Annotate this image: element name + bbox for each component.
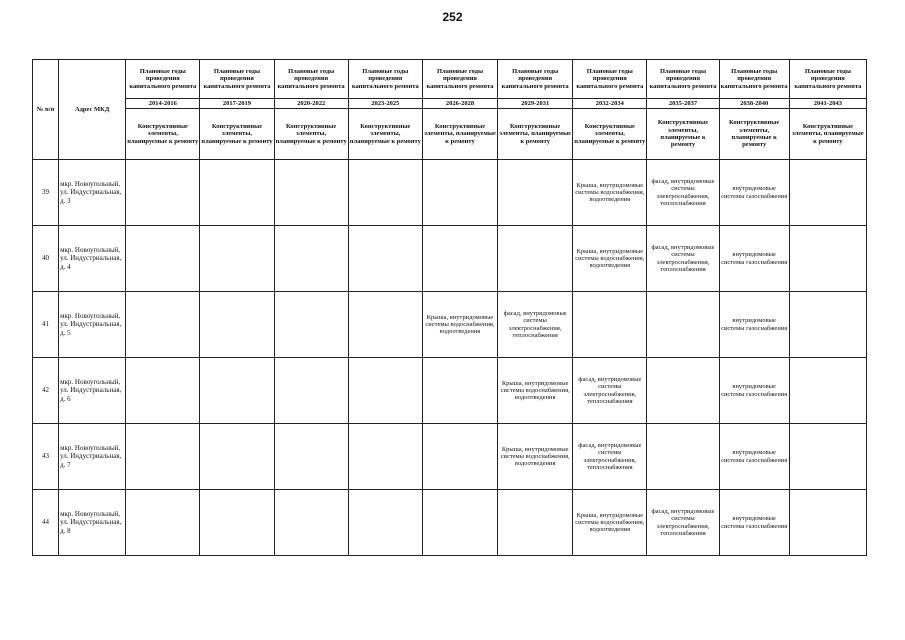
- repair-cell: [789, 358, 866, 424]
- table-row: [33, 490, 867, 556]
- repair-cell: [789, 424, 866, 490]
- repair-cell: [126, 358, 200, 424]
- repair-cell: Крыша, внутридомовые системы водоснабжения, водоотведения: [498, 358, 573, 424]
- repair-cell: [647, 292, 719, 358]
- header-subtitle: Конструктивные элементы, планируемые к ремонту: [789, 109, 866, 160]
- header-subtitle: Конструктивные элементы, планируемые к ремонту: [647, 109, 719, 160]
- page-number: 252: [442, 10, 463, 24]
- header-subtitle: Конструктивные элементы, планируемые к ремонту: [200, 109, 274, 160]
- repair-cell: внутридомовые системы газоснабжения: [719, 424, 789, 490]
- row-number: 42: [33, 358, 59, 424]
- header-subtitle: Конструктивные элементы, планируемые к ремонту: [274, 109, 348, 160]
- repair-cell: [789, 292, 866, 358]
- repair-cell: [422, 490, 497, 556]
- header-years: 2026-2028: [422, 99, 497, 109]
- repair-cell: [348, 358, 422, 424]
- header-address: Адрес МКД: [59, 60, 126, 160]
- header-title: Плановые годы проведения капитального ремонта: [348, 60, 422, 99]
- repair-cell: [348, 226, 422, 292]
- capital-repair-table: [32, 59, 867, 556]
- repair-cell: [126, 490, 200, 556]
- row-address: мкр. Новоугольный, ул. Индустриальная, д. 6: [59, 358, 126, 424]
- table-row: [33, 160, 867, 226]
- repair-cell: фасад, внутридомовые системы электроснабжения, теплоснабжения: [647, 490, 719, 556]
- repair-cell: внутридомовые системы газоснабжения: [719, 160, 789, 226]
- row-address: мкр. Новоугольный, ул. Индустриальная, д. 5: [59, 292, 126, 358]
- repair-cell: [200, 490, 274, 556]
- repair-cell: [200, 160, 274, 226]
- header-years: 2014-2016: [126, 99, 200, 109]
- repair-cell: [200, 358, 274, 424]
- repair-cell: [498, 490, 573, 556]
- repair-cell: [789, 226, 866, 292]
- row-number: 44: [33, 490, 59, 556]
- repair-cell: [274, 160, 348, 226]
- header-subtitle: Конструктивные элементы, планируемые к ремонту: [422, 109, 497, 160]
- repair-cell: [498, 226, 573, 292]
- repair-cell: фасад, внутридомовые системы электроснабжения, теплоснабжения: [498, 292, 573, 358]
- repair-cell: [126, 160, 200, 226]
- row-number: 40: [33, 226, 59, 292]
- header-subtitle: Конструктивные элементы, планируемые к ремонту: [719, 109, 789, 160]
- repair-cell: [200, 226, 274, 292]
- repair-cell: [422, 424, 497, 490]
- header-subtitle: Конструктивные элементы, планируемые к ремонту: [498, 109, 573, 160]
- table-row: [33, 292, 867, 358]
- header-title: Плановые годы проведения капитального ремонта: [719, 60, 789, 99]
- row-number: 39: [33, 160, 59, 226]
- repair-cell: внутридомовые системы газоснабжения: [719, 226, 789, 292]
- row-address: мкр. Новоугольный, ул. Индустриальная, д. 4: [59, 226, 126, 292]
- repair-cell: [348, 292, 422, 358]
- header-years-row: [33, 99, 867, 109]
- header-title: Плановые годы проведения капитального ремонта: [647, 60, 719, 99]
- repair-cell: [200, 292, 274, 358]
- repair-cell: [498, 160, 573, 226]
- header-title-row: [33, 60, 867, 99]
- header-title: Плановые годы проведения капитального ремонта: [422, 60, 497, 99]
- header-title: Плановые годы проведения капитального ремонта: [573, 60, 647, 99]
- repair-cell: Крыша, внутридомовые системы водоснабжения, водоотведения: [498, 424, 573, 490]
- repair-cell: [573, 292, 647, 358]
- repair-cell: [422, 160, 497, 226]
- repair-cell: [126, 424, 200, 490]
- repair-cell: [200, 424, 274, 490]
- header-years: 2017-2019: [200, 99, 274, 109]
- header-title: Плановые годы проведения капитального ремонта: [274, 60, 348, 99]
- repair-cell: Крыша, внутридомовые системы водоснабжения, водоотведения: [573, 160, 647, 226]
- row-number: 41: [33, 292, 59, 358]
- header-subtitle: Конструктивные элементы, планируемые к ремонту: [126, 109, 200, 160]
- repair-cell: фасад, внутридомовые системы электроснабжения, теплоснабжения: [647, 226, 719, 292]
- repair-cell: [274, 358, 348, 424]
- table-row: [33, 424, 867, 490]
- repair-cell: [274, 490, 348, 556]
- repair-cell: [647, 358, 719, 424]
- header-years: 2029-2031: [498, 99, 573, 109]
- header-subtitle: Конструктивные элементы, планируемые к ремонту: [348, 109, 422, 160]
- repair-cell: [422, 358, 497, 424]
- header-title: Плановые годы проведения капитального ремонта: [200, 60, 274, 99]
- repair-cell: [789, 490, 866, 556]
- repair-cell: внутридомовые системы газоснабжения: [719, 292, 789, 358]
- repair-cell: Крыша, внутридомовые системы водоснабжения, водоотведения: [573, 226, 647, 292]
- repair-cell: Крыша, внутридомовые системы водоснабжения, водоотведения: [573, 490, 647, 556]
- repair-cell: [348, 424, 422, 490]
- table-row: [33, 358, 867, 424]
- repair-cell: фасад, внутридомовые системы электроснабжения, теплоснабжения: [573, 424, 647, 490]
- repair-cell: [126, 226, 200, 292]
- header-sub-row: [33, 109, 867, 160]
- header-title: Плановые годы проведения капитального ремонта: [789, 60, 866, 99]
- header-years: 2023-2025: [348, 99, 422, 109]
- repair-cell: [789, 160, 866, 226]
- header-title: Плановые годы проведения капитального ремонта: [498, 60, 573, 99]
- repair-cell: внутридомовые системы газоснабжения: [719, 490, 789, 556]
- repair-cell: фасад, внутридомовые системы электроснабжения, теплоснабжения: [647, 160, 719, 226]
- row-address: мкр. Новоугольный, ул. Индустриальная, д. 7: [59, 424, 126, 490]
- repair-cell: [348, 490, 422, 556]
- repair-cell: [274, 292, 348, 358]
- repair-cell: [274, 424, 348, 490]
- header-years: 2035-2037: [647, 99, 719, 109]
- repair-cell: [647, 424, 719, 490]
- repair-cell: [274, 226, 348, 292]
- header-years: 2032-2034: [573, 99, 647, 109]
- header-years: 2038-2040: [719, 99, 789, 109]
- header-years: 2020-2022: [274, 99, 348, 109]
- table-row: [33, 226, 867, 292]
- repair-cell: [422, 226, 497, 292]
- repair-cell: Крыша, внутридомовые системы водоснабжения, водоотведения: [422, 292, 497, 358]
- header-num: № п/п: [33, 60, 59, 160]
- row-address: мкр. Новоугольный, ул. Индустриальная, д. 8: [59, 490, 126, 556]
- header-years: 2041-2043: [789, 99, 866, 109]
- repair-cell: [126, 292, 200, 358]
- repair-cell: фасад, внутридомовые системы электроснабжения, теплоснабжения: [573, 358, 647, 424]
- row-number: 43: [33, 424, 59, 490]
- repair-cell: внутридомовые системы газоснабжения: [719, 358, 789, 424]
- header-subtitle: Конструктивные элементы, планируемые к ремонту: [573, 109, 647, 160]
- repair-cell: [348, 160, 422, 226]
- row-address: мкр. Новоугольный, ул. Индустриальная, д. 3: [59, 160, 126, 226]
- header-title: Плановые годы проведения капитального ремонта: [126, 60, 200, 99]
